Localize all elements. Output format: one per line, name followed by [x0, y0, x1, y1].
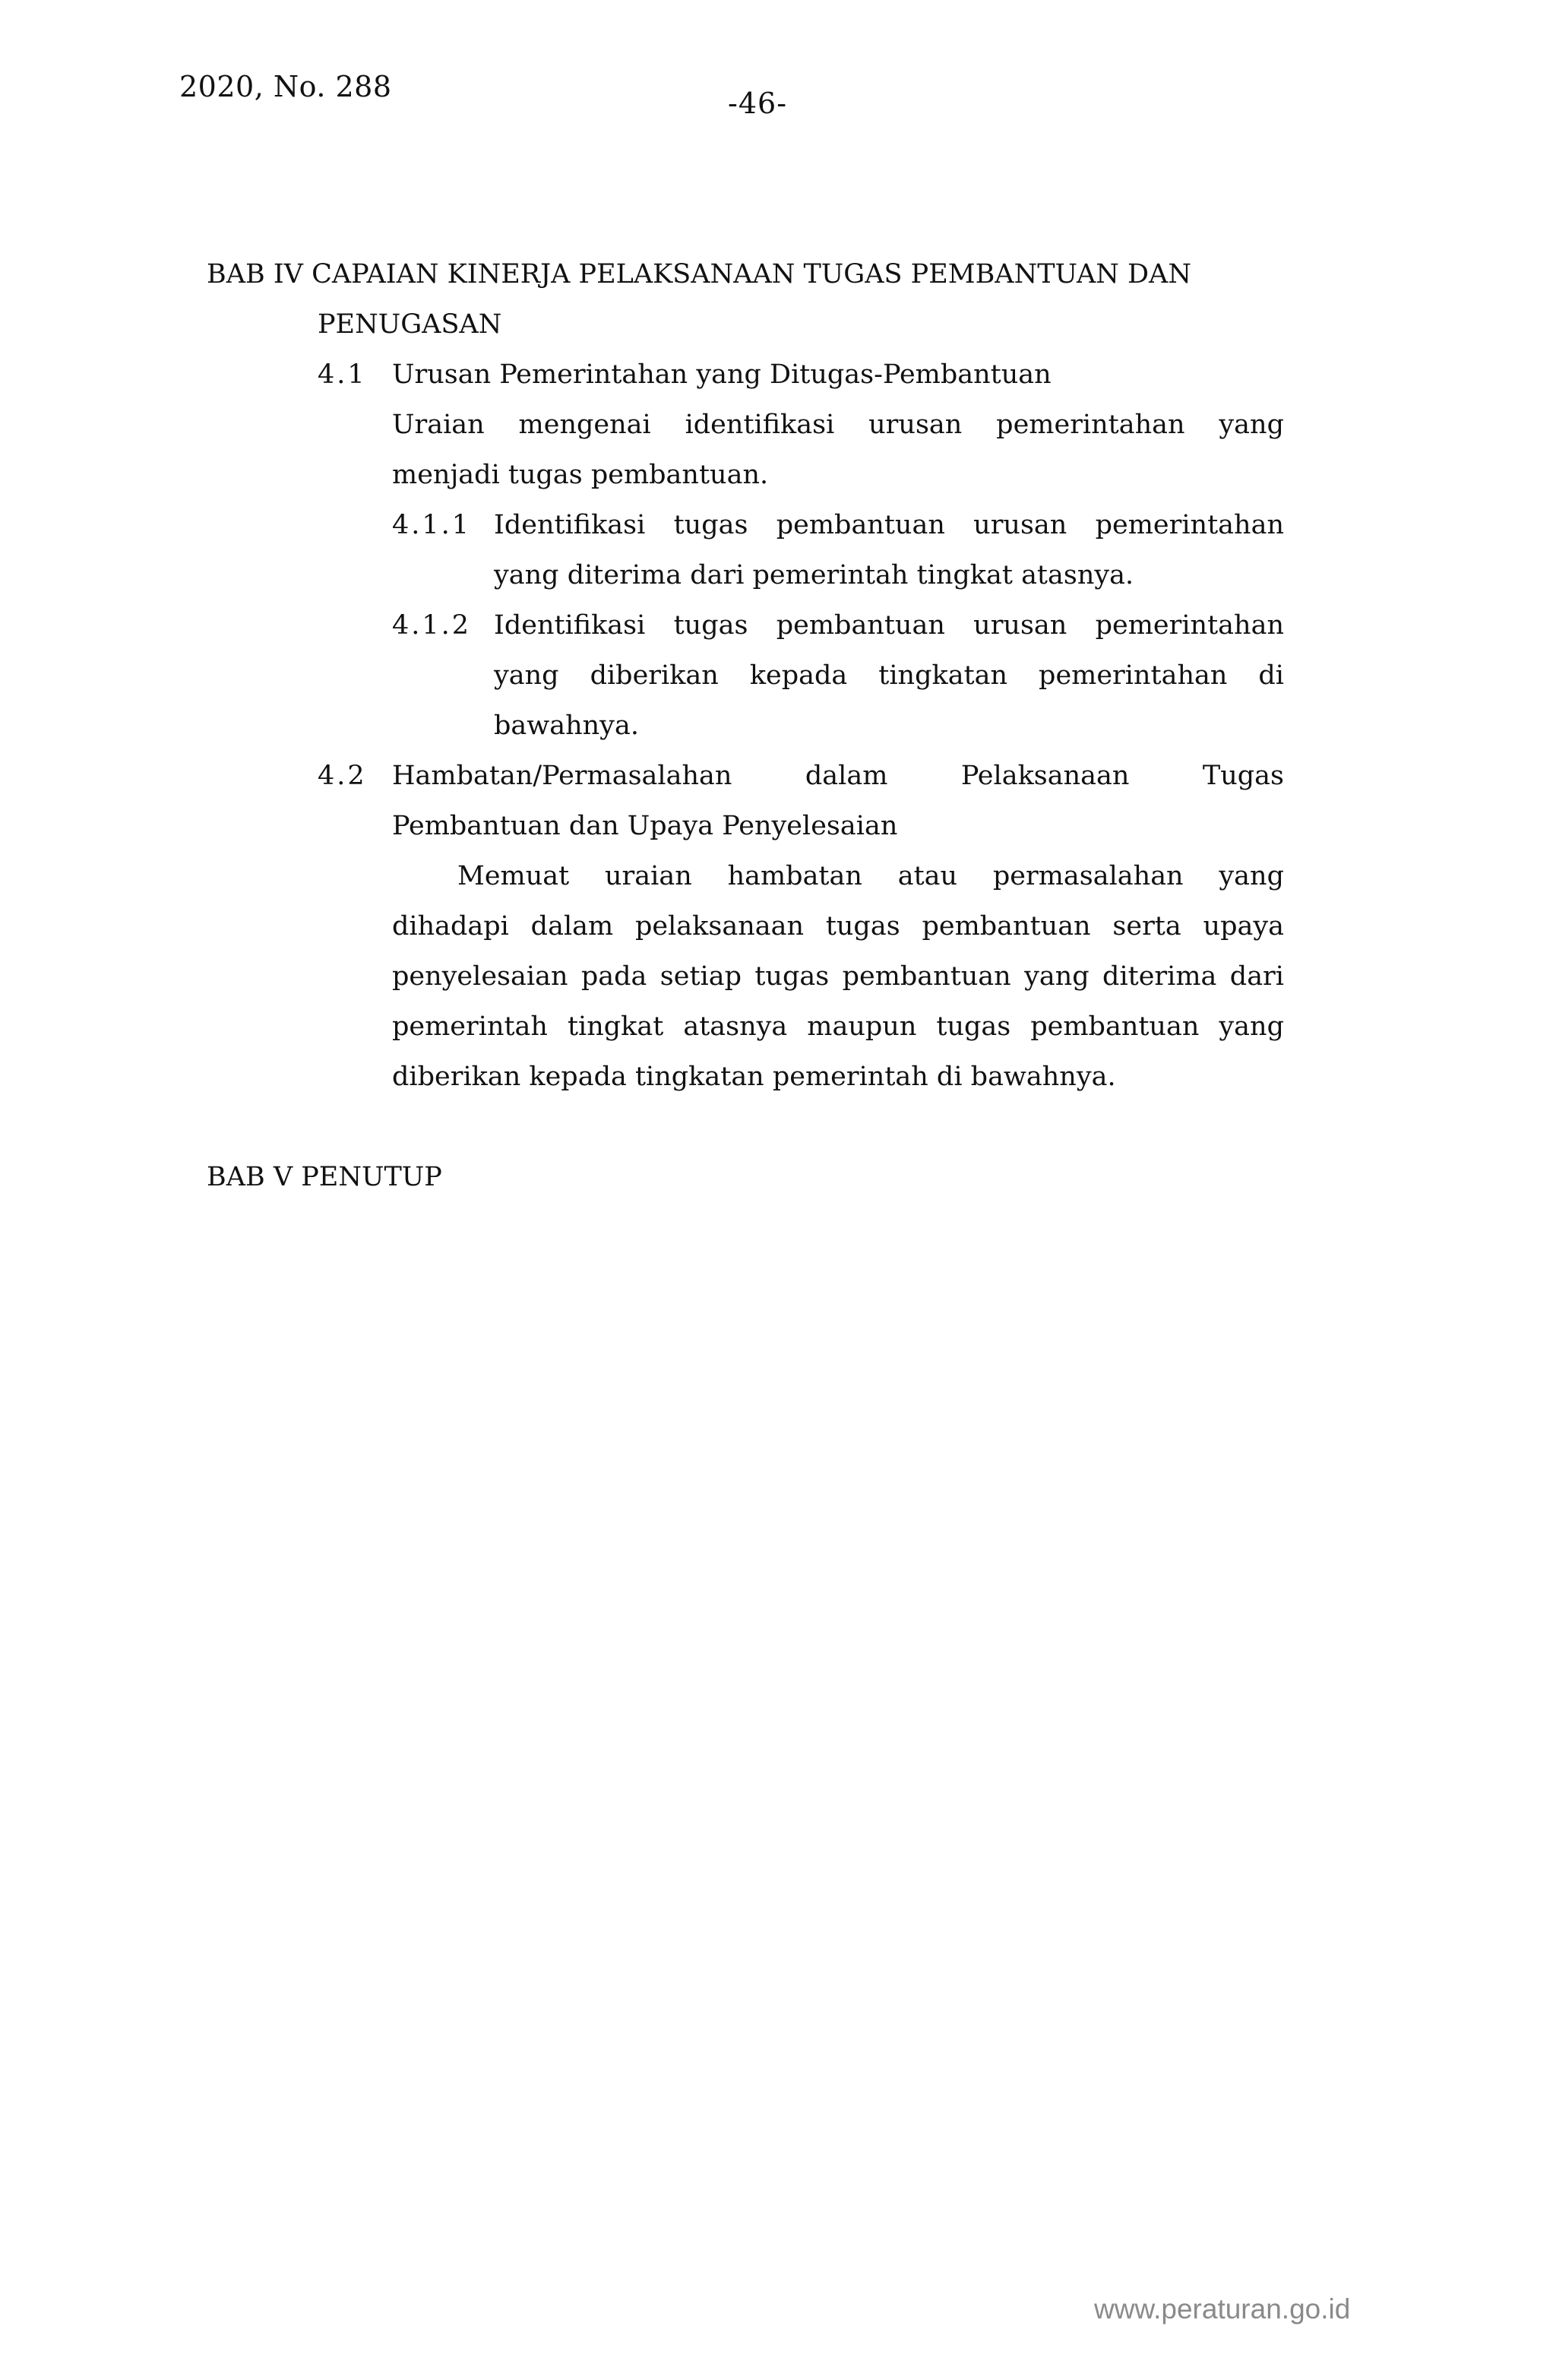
- subsection-4-1-1-text-line: yang diterima dari pemerintah tingkat atasnya.: [494, 560, 1134, 590]
- chapter-4-heading-continued: PENUGASAN: [318, 309, 502, 340]
- section-4-2-number: 4.2: [318, 761, 367, 791]
- subsection-4-1-2-text-line: Identifikasi tugas pembantuan urusan pemerintahan: [494, 610, 1284, 641]
- section-4-1-description-line: menjadi tugas pembantuan.: [392, 460, 769, 490]
- subsection-4-1-1-number: 4.1.1: [392, 510, 472, 540]
- section-4-2-title-line: Pembantuan dan Upaya Penyelesaian: [392, 811, 898, 841]
- chapter-5-heading: BAB V PENUTUP: [207, 1162, 442, 1192]
- gazette-issue-label: 2020, No. 288: [179, 70, 392, 103]
- chapter-4-heading: BAB IV CAPAIAN KINERJA PELAKSANAAN TUGAS PEMBANTUAN DAN: [207, 259, 1191, 290]
- section-4-2-paragraph-line: pemerintah tingkat atasnya maupun tugas pembantuan yang: [392, 1011, 1284, 1042]
- subsection-4-1-2-text-line: yang diberikan kepada tingkatan pemerintahan di: [494, 660, 1284, 691]
- section-4-2-paragraph-line: penyelesaian pada setiap tugas pembantuan yang diterima dari: [392, 961, 1284, 992]
- footer-website-url: www.peraturan.go.id: [1094, 2293, 1351, 2325]
- section-4-1-description-line: Uraian mengenai identifikasi urusan pemerintahan yang: [392, 410, 1284, 440]
- section-4-2-paragraph-line: dihadapi dalam pelaksanaan tugas pembantuan serta upaya: [392, 911, 1284, 942]
- section-4-1-number: 4.1: [318, 359, 367, 390]
- section-4-1-title: Urusan Pemerintahan yang Ditugas-Pembantuan: [392, 359, 1052, 390]
- subsection-4-1-2-text-line: bawahnya.: [494, 711, 639, 741]
- section-4-2-paragraph-line: diberikan kepada tingkatan pemerintah di bawahnya.: [392, 1062, 1116, 1092]
- page-number: -46-: [728, 87, 788, 120]
- section-4-2-paragraph-line: Memuat uraian hambatan atau permasalahan yang: [457, 861, 1284, 891]
- subsection-4-1-2-number: 4.1.2: [392, 610, 472, 641]
- section-4-2-title-line: Hambatan/Permasalahan dalam Pelaksanaan Tugas: [392, 761, 1284, 791]
- subsection-4-1-1-text-line: Identifikasi tugas pembantuan urusan pemerintahan: [494, 510, 1284, 540]
